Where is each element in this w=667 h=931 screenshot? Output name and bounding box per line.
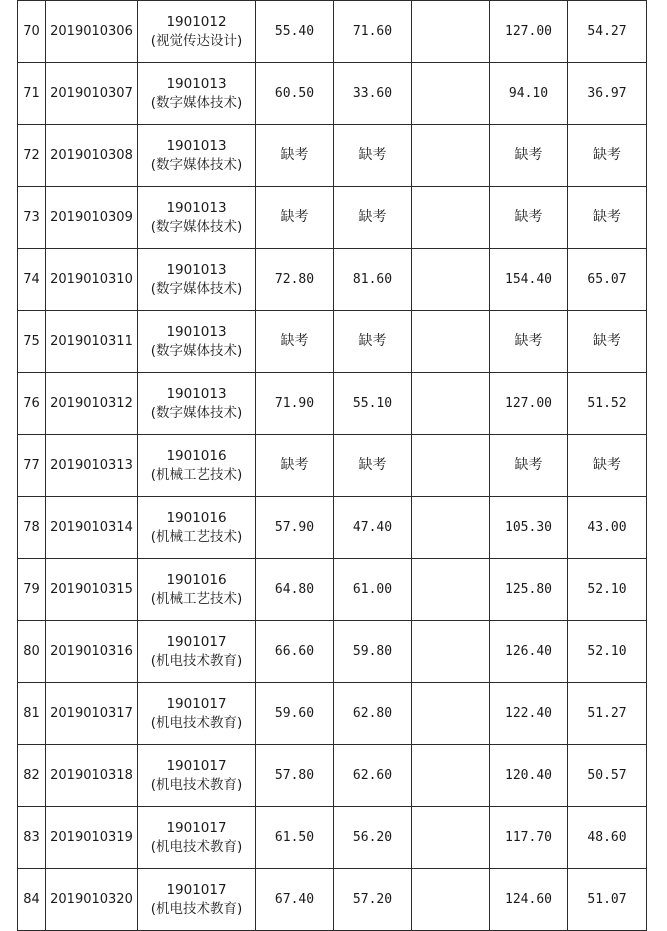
row-number-cell: 74 — [18, 249, 46, 311]
class-code: 1901017 — [166, 634, 227, 651]
score-2-cell: 缺考 — [334, 187, 412, 249]
class-cell — [138, 807, 256, 869]
score-3-cell — [412, 869, 490, 931]
final-score-cell: 缺考 — [568, 311, 647, 373]
class-cell — [138, 497, 256, 559]
major-name: (机械工艺技术) — [150, 528, 243, 545]
student-id-cell: 2019010310 — [46, 249, 138, 311]
class-cell — [138, 745, 256, 807]
final-score-cell: 缺考 — [568, 187, 647, 249]
row-number-cell: 71 — [18, 63, 46, 125]
class-code: 1901016 — [166, 510, 227, 527]
student-id-cell: 2019010315 — [46, 559, 138, 621]
student-id-cell: 2019010314 — [46, 497, 138, 559]
major-name: (数字媒体技术) — [150, 94, 243, 111]
major-name: (数字媒体技术) — [150, 156, 243, 173]
major-name: (机电技术教育) — [150, 900, 243, 917]
score-3-cell — [412, 807, 490, 869]
score-2-cell: 47.40 — [334, 497, 412, 559]
total-score-cell: 127.00 — [490, 373, 568, 435]
final-score-cell: 50.57 — [568, 745, 647, 807]
row-number-cell: 72 — [18, 125, 46, 187]
class-code: 1901013 — [166, 200, 227, 217]
class-code: 1901017 — [166, 882, 227, 899]
final-score-cell: 43.00 — [568, 497, 647, 559]
table-row — [18, 435, 647, 497]
student-id-cell: 2019010316 — [46, 621, 138, 683]
major-name: (数字媒体技术) — [150, 404, 243, 421]
score-3-cell — [412, 559, 490, 621]
row-number-cell: 82 — [18, 745, 46, 807]
table-row — [18, 869, 647, 931]
row-number-cell: 70 — [18, 1, 46, 63]
class-code: 1901016 — [166, 572, 227, 589]
row-number-cell: 84 — [18, 869, 46, 931]
major-name: (机电技术教育) — [150, 652, 243, 669]
row-number-cell: 81 — [18, 683, 46, 745]
final-score-cell: 51.27 — [568, 683, 647, 745]
class-code: 1901017 — [166, 696, 227, 713]
total-score-cell: 105.30 — [490, 497, 568, 559]
table-row — [18, 311, 647, 373]
row-number-cell: 75 — [18, 311, 46, 373]
score-2-cell: 62.80 — [334, 683, 412, 745]
row-number-cell: 78 — [18, 497, 46, 559]
score-2-cell: 62.60 — [334, 745, 412, 807]
row-number-cell: 79 — [18, 559, 46, 621]
score-3-cell — [412, 683, 490, 745]
student-id-cell: 2019010308 — [46, 125, 138, 187]
score-1-cell: 59.60 — [256, 683, 334, 745]
final-score-cell: 36.97 — [568, 63, 647, 125]
table-row — [18, 1, 647, 63]
total-score-cell: 127.00 — [490, 1, 568, 63]
score-1-cell: 67.40 — [256, 869, 334, 931]
score-3-cell — [412, 621, 490, 683]
final-score-cell: 51.07 — [568, 869, 647, 931]
total-score-cell: 154.40 — [490, 249, 568, 311]
table-row — [18, 63, 647, 125]
table-row — [18, 745, 647, 807]
final-score-cell: 52.10 — [568, 559, 647, 621]
class-cell — [138, 683, 256, 745]
score-1-cell: 缺考 — [256, 187, 334, 249]
score-1-cell: 64.80 — [256, 559, 334, 621]
row-number-cell: 80 — [18, 621, 46, 683]
student-id-cell: 2019010318 — [46, 745, 138, 807]
row-number-cell: 83 — [18, 807, 46, 869]
class-cell — [138, 435, 256, 497]
class-code: 1901013 — [166, 76, 227, 93]
student-id-cell: 2019010319 — [46, 807, 138, 869]
score-1-cell: 60.50 — [256, 63, 334, 125]
class-code: 1901013 — [166, 386, 227, 403]
table-row — [18, 373, 647, 435]
major-name: (机械工艺技术) — [150, 590, 243, 607]
total-score-cell: 缺考 — [490, 435, 568, 497]
class-cell — [138, 1, 256, 63]
row-number-cell: 73 — [18, 187, 46, 249]
total-score-cell: 125.80 — [490, 559, 568, 621]
total-score-cell: 120.40 — [490, 745, 568, 807]
table-row — [18, 187, 647, 249]
major-name: (机电技术教育) — [150, 838, 243, 855]
score-2-cell: 缺考 — [334, 125, 412, 187]
score-2-cell: 59.80 — [334, 621, 412, 683]
score-1-cell: 61.50 — [256, 807, 334, 869]
total-score-cell: 117.70 — [490, 807, 568, 869]
class-cell — [138, 249, 256, 311]
score-2-cell: 56.20 — [334, 807, 412, 869]
score-2-cell: 81.60 — [334, 249, 412, 311]
score-2-cell: 缺考 — [334, 311, 412, 373]
class-cell — [138, 311, 256, 373]
student-id-cell: 2019010313 — [46, 435, 138, 497]
major-name: (视觉传达设计) — [150, 32, 243, 49]
student-id-cell: 2019010317 — [46, 683, 138, 745]
student-id-cell: 2019010306 — [46, 1, 138, 63]
total-score-cell: 124.60 — [490, 869, 568, 931]
total-score-cell: 122.40 — [490, 683, 568, 745]
score-3-cell — [412, 249, 490, 311]
class-code: 1901013 — [166, 262, 227, 279]
major-name: (机电技术教育) — [150, 776, 243, 793]
major-name: (数字媒体技术) — [150, 342, 243, 359]
score-3-cell — [412, 187, 490, 249]
score-1-cell: 缺考 — [256, 125, 334, 187]
student-id-cell: 2019010309 — [46, 187, 138, 249]
score-3-cell — [412, 745, 490, 807]
student-id-cell: 2019010320 — [46, 869, 138, 931]
final-score-cell: 缺考 — [568, 435, 647, 497]
score-3-cell — [412, 311, 490, 373]
final-score-cell: 缺考 — [568, 125, 647, 187]
score-table — [17, 0, 647, 931]
score-1-cell: 57.90 — [256, 497, 334, 559]
score-1-cell: 55.40 — [256, 1, 334, 63]
class-code: 1901017 — [166, 758, 227, 775]
student-id-cell: 2019010312 — [46, 373, 138, 435]
class-cell — [138, 63, 256, 125]
class-cell — [138, 125, 256, 187]
class-code: 1901013 — [166, 138, 227, 155]
score-2-cell: 33.60 — [334, 63, 412, 125]
table-body — [18, 1, 647, 931]
total-score-cell: 缺考 — [490, 311, 568, 373]
final-score-cell: 52.10 — [568, 621, 647, 683]
total-score-cell: 94.10 — [490, 63, 568, 125]
final-score-cell: 54.27 — [568, 1, 647, 63]
class-cell — [138, 869, 256, 931]
table-row — [18, 621, 647, 683]
score-2-cell: 57.20 — [334, 869, 412, 931]
final-score-cell: 65.07 — [568, 249, 647, 311]
class-cell — [138, 559, 256, 621]
class-cell — [138, 621, 256, 683]
table-row — [18, 683, 647, 745]
class-code: 1901016 — [166, 448, 227, 465]
table-row — [18, 249, 647, 311]
major-name: (机械工艺技术) — [150, 466, 243, 483]
score-2-cell: 缺考 — [334, 435, 412, 497]
major-name: (机电技术教育) — [150, 714, 243, 731]
class-code: 1901017 — [166, 820, 227, 837]
class-code: 1901012 — [166, 14, 227, 31]
final-score-cell: 51.52 — [568, 373, 647, 435]
table-row — [18, 559, 647, 621]
class-code: 1901013 — [166, 324, 227, 341]
row-number-cell: 76 — [18, 373, 46, 435]
total-score-cell: 缺考 — [490, 187, 568, 249]
class-cell — [138, 373, 256, 435]
score-1-cell: 缺考 — [256, 435, 334, 497]
table-row — [18, 807, 647, 869]
score-2-cell: 71.60 — [334, 1, 412, 63]
total-score-cell: 126.40 — [490, 621, 568, 683]
score-3-cell — [412, 373, 490, 435]
score-3-cell — [412, 497, 490, 559]
table-row — [18, 497, 647, 559]
student-id-cell: 2019010311 — [46, 311, 138, 373]
final-score-cell: 48.60 — [568, 807, 647, 869]
score-3-cell — [412, 1, 490, 63]
major-name: (数字媒体技术) — [150, 280, 243, 297]
score-1-cell: 缺考 — [256, 311, 334, 373]
score-2-cell: 55.10 — [334, 373, 412, 435]
score-1-cell: 66.60 — [256, 621, 334, 683]
table-row — [18, 125, 647, 187]
score-2-cell: 61.00 — [334, 559, 412, 621]
student-id-cell: 2019010307 — [46, 63, 138, 125]
score-1-cell: 72.80 — [256, 249, 334, 311]
score-3-cell — [412, 435, 490, 497]
score-3-cell — [412, 63, 490, 125]
class-cell — [138, 187, 256, 249]
total-score-cell: 缺考 — [490, 125, 568, 187]
score-1-cell: 71.90 — [256, 373, 334, 435]
score-3-cell — [412, 125, 490, 187]
row-number-cell: 77 — [18, 435, 46, 497]
major-name: (数字媒体技术) — [150, 218, 243, 235]
score-1-cell: 57.80 — [256, 745, 334, 807]
